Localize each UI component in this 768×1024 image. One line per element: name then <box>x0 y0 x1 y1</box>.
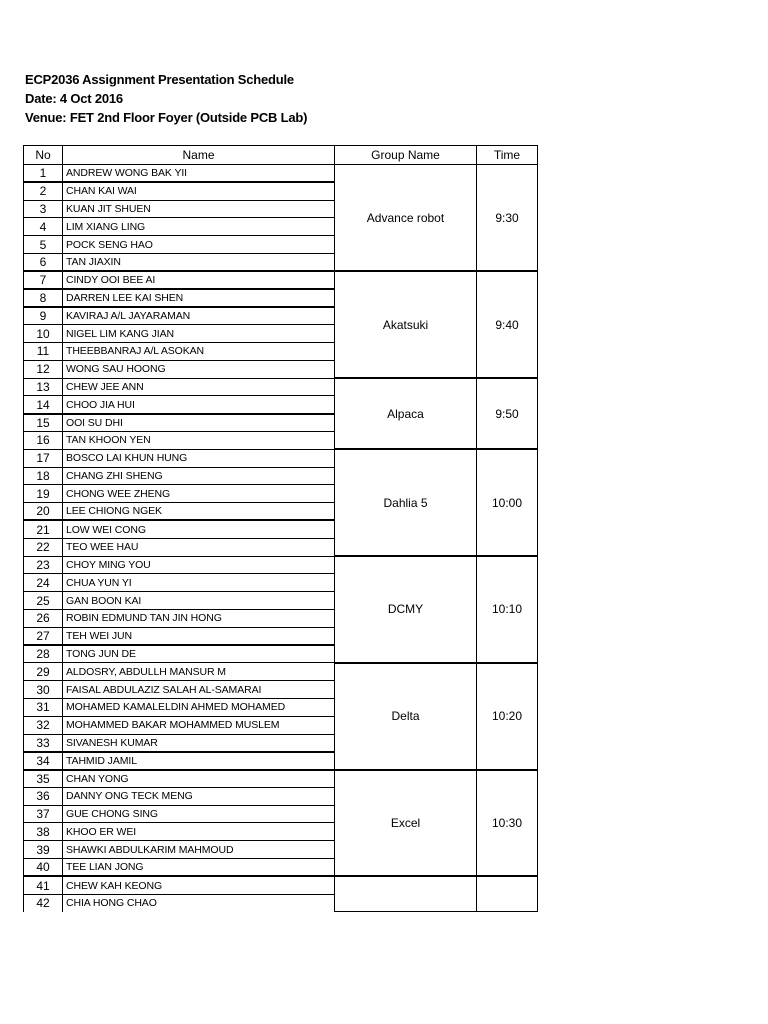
student-name: CHANG ZHI SHENG <box>63 467 335 485</box>
table-row <box>24 165 538 183</box>
student-name: ANDREW WONG BAK YII <box>63 165 335 183</box>
student-name: ROBIN EDMUND TAN JIN HONG <box>63 609 335 627</box>
student-name: TAHMID JAMIL <box>63 752 335 770</box>
group-time: 9:40 <box>477 271 538 378</box>
row-number: 25 <box>24 592 63 610</box>
group-time <box>477 876 538 912</box>
row-number: 16 <box>24 431 63 449</box>
row-number: 30 <box>24 681 63 699</box>
student-name: ALDOSRY, ABDULLH MANSUR M <box>63 663 335 681</box>
student-name: CHEW KAH KEONG <box>63 876 335 894</box>
row-number: 28 <box>24 645 63 663</box>
row-number: 10 <box>24 325 63 343</box>
group-name: Advance robot <box>335 165 477 272</box>
student-name: CHOY MING YOU <box>63 556 335 574</box>
row-number: 2 <box>24 182 63 200</box>
group-name: Delta <box>335 663 477 770</box>
student-name: TEO WEE HAU <box>63 538 335 556</box>
table-row <box>24 271 538 289</box>
row-number: 8 <box>24 289 63 307</box>
row-number: 12 <box>24 360 63 378</box>
student-name: CHAN KAI WAI <box>63 182 335 200</box>
row-number: 1 <box>24 165 63 183</box>
student-name: LIM XIANG LING <box>63 218 335 236</box>
row-number: 35 <box>24 770 63 788</box>
row-number: 23 <box>24 556 63 574</box>
student-name: CHEW JEE ANN <box>63 378 335 396</box>
student-name: TAN KHOON YEN <box>63 431 335 449</box>
row-number: 32 <box>24 716 63 734</box>
group-name: Akatsuki <box>335 271 477 378</box>
student-name: BOSCO LAI KHUN HUNG <box>63 449 335 467</box>
group-time: 10:10 <box>477 556 538 663</box>
row-number: 27 <box>24 627 63 645</box>
student-name: KUAN JIT SHUEN <box>63 200 335 218</box>
row-number: 42 <box>24 894 63 912</box>
student-name: OOI SU DHI <box>63 414 335 432</box>
student-name: DANNY ONG TECK MENG <box>63 787 335 805</box>
row-number: 31 <box>24 698 63 716</box>
student-name: CHAN YONG <box>63 770 335 788</box>
column-header-no: No <box>24 146 63 165</box>
group-name: DCMY <box>335 556 477 663</box>
row-number: 22 <box>24 538 63 556</box>
schedule-table <box>23 145 538 912</box>
student-name: FAISAL ABDULAZIZ SALAH AL-SAMARAI <box>63 681 335 699</box>
group-name: Dahlia 5 <box>335 449 477 556</box>
row-number: 34 <box>24 752 63 770</box>
row-number: 41 <box>24 876 63 894</box>
student-name: GAN BOON KAI <box>63 592 335 610</box>
group-time: 9:50 <box>477 378 538 449</box>
table-header-row <box>24 146 538 165</box>
row-number: 14 <box>24 396 63 414</box>
student-name: CHUA YUN YI <box>63 574 335 592</box>
student-name: KAVIRAJ A/L JAYARAMAN <box>63 307 335 325</box>
student-name: THEEBBANRAJ A/L ASOKAN <box>63 342 335 360</box>
row-number: 15 <box>24 414 63 432</box>
table-row <box>24 876 538 894</box>
student-name: KHOO ER WEI <box>63 823 335 841</box>
group-name <box>335 876 477 912</box>
column-header-name: Name <box>63 146 335 165</box>
student-name: SHAWKI ABDULKARIM MAHMOUD <box>63 841 335 859</box>
student-name: TEH WEI JUN <box>63 627 335 645</box>
row-number: 33 <box>24 734 63 752</box>
row-number: 20 <box>24 503 63 521</box>
row-number: 26 <box>24 609 63 627</box>
student-name: CINDY OOI BEE AI <box>63 271 335 289</box>
student-name: MOHAMED KAMALELDIN AHMED MOHAMED <box>63 698 335 716</box>
column-header-time: Time <box>477 146 538 165</box>
row-number: 21 <box>24 520 63 538</box>
student-name: WONG SAU HOONG <box>63 360 335 378</box>
row-number: 11 <box>24 342 63 360</box>
group-time: 10:30 <box>477 770 538 877</box>
student-name: POCK SENG HAO <box>63 236 335 254</box>
group-name: Alpaca <box>335 378 477 449</box>
student-name: NIGEL LIM KANG JIAN <box>63 325 335 343</box>
row-number: 38 <box>24 823 63 841</box>
table-row <box>24 663 538 681</box>
row-number: 7 <box>24 271 63 289</box>
row-number: 36 <box>24 787 63 805</box>
column-header-group: Group Name <box>335 146 477 165</box>
row-number: 24 <box>24 574 63 592</box>
row-number: 6 <box>24 253 63 271</box>
row-number: 39 <box>24 841 63 859</box>
group-time: 10:20 <box>477 663 538 770</box>
row-number: 37 <box>24 805 63 823</box>
group-time: 9:30 <box>477 165 538 272</box>
student-name: TEE LIAN JONG <box>63 859 335 877</box>
document-header <box>25 70 307 127</box>
student-name: CHOO JIA HUI <box>63 396 335 414</box>
row-number: 9 <box>24 307 63 325</box>
table-row <box>24 449 538 467</box>
student-name: MOHAMMED BAKAR MOHAMMED MUSLEM <box>63 716 335 734</box>
row-number: 3 <box>24 200 63 218</box>
schedule-date: Date: 4 Oct 2016 <box>25 91 123 106</box>
schedule-body <box>24 165 538 912</box>
student-name: CHIA HONG CHAO <box>63 894 335 912</box>
student-name: GUE CHONG SING <box>63 805 335 823</box>
row-number: 4 <box>24 218 63 236</box>
student-name: LEE CHIONG NGEK <box>63 503 335 521</box>
row-number: 40 <box>24 859 63 877</box>
student-name: SIVANESH KUMAR <box>63 734 335 752</box>
table-row <box>24 556 538 574</box>
table-row <box>24 378 538 396</box>
student-name: CHONG WEE ZHENG <box>63 485 335 503</box>
row-number: 18 <box>24 467 63 485</box>
row-number: 5 <box>24 236 63 254</box>
group-time: 10:00 <box>477 449 538 556</box>
table-row <box>24 770 538 788</box>
group-name: Excel <box>335 770 477 877</box>
student-name: TONG JUN DE <box>63 645 335 663</box>
row-number: 29 <box>24 663 63 681</box>
student-name: LOW WEI CONG <box>63 520 335 538</box>
row-number: 19 <box>24 485 63 503</box>
row-number: 13 <box>24 378 63 396</box>
student-name: DARREN LEE KAI SHEN <box>63 289 335 307</box>
student-name: TAN JIAXIN <box>63 253 335 271</box>
row-number: 17 <box>24 449 63 467</box>
schedule-venue: Venue: FET 2nd Floor Foyer (Outside PCB Lab) <box>25 110 308 125</box>
schedule-title: ECP2036 Assignment Presentation Schedule <box>25 72 294 87</box>
